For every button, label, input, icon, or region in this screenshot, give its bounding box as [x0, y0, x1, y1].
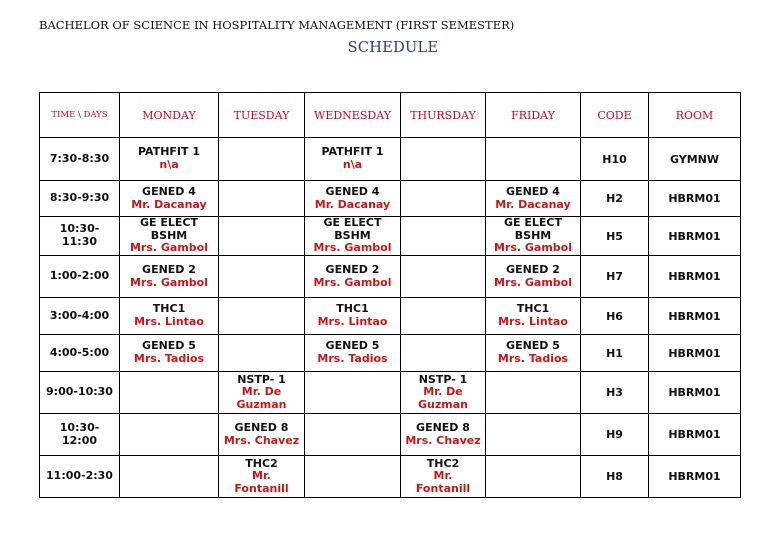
- subject-label: THC1: [516, 302, 550, 316]
- subject-label: GENED 8: [416, 420, 470, 434]
- schedule-cell-friday: [486, 138, 581, 181]
- schedule-cell-thursday: [401, 298, 486, 335]
- code-cell: H9: [581, 414, 649, 456]
- code-cell: H1: [581, 335, 649, 372]
- schedule-cell-tuesday: [219, 456, 305, 498]
- schedule-cell-friday: [486, 298, 581, 335]
- room-cell: HBRM01: [649, 414, 741, 456]
- time-cell: 10:30- 11:30: [40, 217, 120, 256]
- instructor-label: Mrs. Tadios: [133, 352, 205, 365]
- subject-label: GENED 2: [506, 262, 560, 276]
- subject-label: THC2: [245, 456, 278, 470]
- schedule-cell-monday: [120, 217, 219, 256]
- instructor-label: Mrs. Lintao: [498, 315, 568, 328]
- schedule-cell-thursday: [401, 335, 486, 372]
- code-cell: H6: [581, 298, 649, 335]
- schedule-cell-tuesday: [219, 217, 305, 256]
- instructor-label: Mrs. Gambol: [129, 275, 209, 289]
- room-cell: HBRM01: [649, 298, 741, 335]
- subject-label: GENED 2: [325, 262, 380, 276]
- instructor-label: Mr. De Guzman: [236, 385, 287, 411]
- schedule-cell-friday: [486, 181, 581, 217]
- instructor-label: Mrs. Lintao: [317, 315, 388, 328]
- schedule-cell-monday: [120, 335, 219, 372]
- page-title: SCHEDULE: [347, 40, 439, 56]
- code-cell: H3: [581, 372, 649, 414]
- col-header-wednesday: WEDNESDAY: [305, 93, 401, 138]
- schedule-cell-wednesday: [305, 456, 401, 498]
- table-row: [40, 181, 741, 217]
- instructor-label: Mrs. Gambol: [313, 241, 392, 255]
- subject-label: GENED 8: [234, 420, 289, 434]
- table-row: [40, 335, 741, 372]
- subject-label: NSTP- 1: [237, 372, 286, 386]
- subject-label: GENED 4: [325, 184, 380, 198]
- schedule-cell-thursday: [401, 372, 486, 414]
- subject-label: NSTP- 1: [418, 372, 468, 386]
- room-cell: GYMNW: [649, 138, 741, 181]
- schedule-cell-monday: [120, 138, 219, 181]
- instructor-label: Mrs. Gambol: [313, 275, 392, 289]
- subject-label: GENED 2: [142, 262, 196, 276]
- instructor-label: Mr. Dacanay: [131, 197, 207, 211]
- schedule-cell-wednesday: [305, 372, 401, 414]
- table-row: [40, 298, 741, 335]
- time-cell: 8:30-9:30: [40, 181, 120, 217]
- time-cell: 11:00-2:30: [40, 456, 120, 498]
- schedule-cell-wednesday: [305, 256, 401, 298]
- subject-label: PATHFIT 1: [321, 145, 384, 159]
- code-cell: H10: [581, 138, 649, 181]
- schedule-cell-tuesday: [219, 256, 305, 298]
- code-cell: H2: [581, 181, 649, 217]
- code-cell: H8: [581, 456, 649, 498]
- subject-label: THC1: [336, 302, 369, 316]
- schedule-cell-thursday: [401, 217, 486, 256]
- schedule-cell-monday: [120, 298, 219, 335]
- instructor-label: Mrs. Lintao: [134, 315, 204, 328]
- subject-label: GE ELECT BSHM: [140, 216, 198, 242]
- schedule-cell-wednesday: [305, 181, 401, 217]
- schedule-cell-friday: [486, 256, 581, 298]
- schedule-cell-monday: [120, 181, 219, 217]
- schedule-cell-thursday: [401, 256, 486, 298]
- instructor-label: Mrs. Tadios: [497, 352, 569, 365]
- schedule-cell-monday: [120, 372, 219, 414]
- schedule-cell-thursday: [401, 414, 486, 456]
- schedule-cell-wednesday: [305, 138, 401, 181]
- code-cell: H5: [581, 217, 649, 256]
- instructor-label: Mr. De Guzman: [418, 385, 468, 411]
- instructor-label: n\a: [342, 158, 363, 171]
- time-cell: 9:00-10:30: [40, 372, 120, 414]
- instructor-label: Mr. Fontanill: [415, 469, 471, 495]
- table-row: [40, 372, 741, 414]
- schedule-cell-tuesday: [219, 138, 305, 181]
- table-row: [40, 256, 741, 298]
- schedule-cell-friday: [486, 217, 581, 256]
- instructor-label: Mrs. Tadios: [317, 352, 388, 365]
- room-cell: HBRM01: [649, 217, 741, 256]
- col-header-time: TIME \ DAYS: [40, 93, 120, 138]
- schedule-cell-tuesday: [219, 181, 305, 217]
- instructor-label: Mrs. Gambol: [493, 275, 573, 289]
- table-row: [40, 217, 741, 256]
- subject-label: GE ELECT BSHM: [504, 216, 562, 242]
- schedule-cell-friday: [486, 456, 581, 498]
- col-header-friday: FRIDAY: [486, 93, 581, 138]
- time-cell: 1:00-2:00: [40, 256, 120, 298]
- schedule-table: [39, 92, 741, 498]
- room-cell: HBRM01: [649, 372, 741, 414]
- schedule-cell-tuesday: [219, 414, 305, 456]
- room-cell: HBRM01: [649, 181, 741, 217]
- schedule-cell-friday: [486, 372, 581, 414]
- schedule-cell-tuesday: [219, 372, 305, 414]
- code-cell: H7: [581, 256, 649, 298]
- schedule-cell-friday: [486, 335, 581, 372]
- time-cell: 10:30- 12:00: [40, 414, 120, 456]
- subject-label: THC1: [152, 302, 186, 316]
- schedule-cell-monday: [120, 414, 219, 456]
- room-cell: HBRM01: [649, 256, 741, 298]
- schedule-cell-tuesday: [219, 335, 305, 372]
- subject-label: GENED 5: [506, 339, 560, 353]
- time-cell: 7:30-8:30: [40, 138, 120, 181]
- table-row: [40, 456, 741, 498]
- page-header: BACHELOR OF SCIENCE IN HOSPITALITY MANAGEMENT (FIRST SEMESTER): [39, 18, 515, 32]
- schedule-cell-wednesday: [305, 414, 401, 456]
- room-cell: HBRM01: [649, 335, 741, 372]
- schedule-body: [40, 138, 741, 498]
- instructor-label: Mr. Dacanay: [314, 197, 391, 211]
- schedule-cell-wednesday: [305, 335, 401, 372]
- schedule-cell-thursday: [401, 181, 486, 217]
- instructor-label: n\a: [159, 158, 179, 171]
- instructor-label: Mr. Fontanill: [234, 469, 289, 495]
- schedule-cell-wednesday: [305, 217, 401, 256]
- schedule-cell-monday: [120, 256, 219, 298]
- instructor-label: Mrs. Gambol: [493, 241, 573, 255]
- subject-label: GE ELECT BSHM: [323, 216, 382, 242]
- schedule-cell-wednesday: [305, 298, 401, 335]
- subject-label: PATHFIT 1: [137, 145, 200, 159]
- subject-label: GENED 4: [142, 184, 196, 198]
- col-header-tuesday: TUESDAY: [219, 93, 305, 138]
- table-row: [40, 414, 741, 456]
- col-header-monday: MONDAY: [120, 93, 219, 138]
- col-header-code: CODE: [581, 93, 649, 138]
- time-cell: 3:00-4:00: [40, 298, 120, 335]
- schedule-cell-thursday: [401, 456, 486, 498]
- table-row: [40, 138, 741, 181]
- schedule-cell-monday: [120, 456, 219, 498]
- col-header-thursday: THURSDAY: [401, 93, 486, 138]
- schedule-cell-tuesday: [219, 298, 305, 335]
- schedule-cell-friday: [486, 414, 581, 456]
- instructor-label: Mrs. Chavez: [223, 433, 300, 447]
- instructor-label: Mrs. Gambol: [129, 241, 209, 255]
- subject-label: GENED 5: [142, 339, 196, 353]
- col-header-room: ROOM: [649, 93, 741, 138]
- subject-label: GENED 5: [325, 339, 380, 353]
- instructor-label: Mrs. Chavez: [405, 433, 481, 447]
- header-row: [40, 93, 741, 138]
- instructor-label: Mr. Dacanay: [495, 197, 571, 211]
- room-cell: HBRM01: [649, 456, 741, 498]
- subject-label: GENED 4: [506, 184, 560, 198]
- time-cell: 4:00-5:00: [40, 335, 120, 372]
- schedule-cell-thursday: [401, 138, 486, 181]
- subject-label: THC2: [426, 456, 460, 470]
